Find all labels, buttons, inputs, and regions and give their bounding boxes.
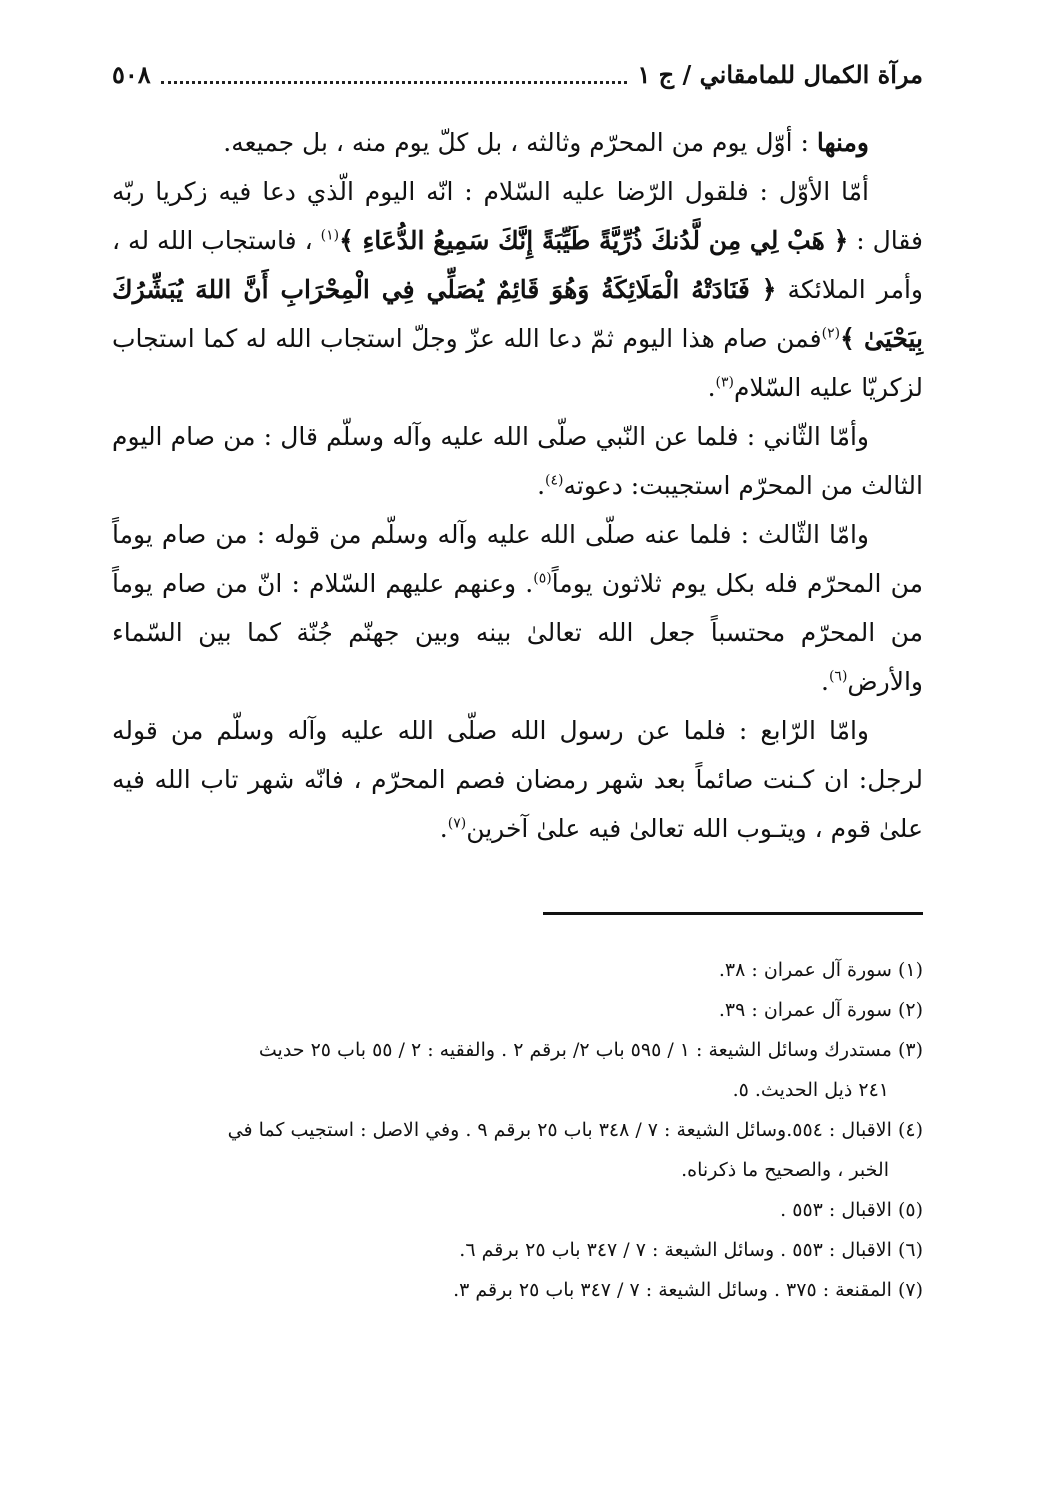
footnote-text: الاقبال : ٥٥٤.وسائل الشيعة : ٧ / ٣٤٨ باب ٢٥ برقم ٩ . وفي الاصل : استجيب كما في	[227, 1119, 892, 1141]
footnote-5	[112, 1190, 923, 1230]
footnote-1	[112, 950, 923, 990]
footnote-separator	[543, 912, 923, 915]
footnote-number: (٦)	[897, 1239, 923, 1261]
paragraph-text: وأمّا الثّاني : فلما عن النّبي صلّى الله عليه وآله وسلّم قال : من صام اليوم الثالث من المحرّم استجيبت: دعوته	[112, 422, 923, 500]
quran-verse: ﴿ فَنَادَتْهُ الْمَلَائِكَةُ وَهُوَ قَائِمٌ يُصَلِّي فِي الْمِحْرَابِ أَنَّ اللهَ يُبَشِّرُكَ بِيَحْيَىٰ ﴾	[112, 275, 924, 353]
paragraph-text: : أوّل يوم من المحرّم وثالثه ، بل كلّ يوم منه ، بل جميعه.	[223, 128, 817, 157]
paragraph-5	[112, 706, 923, 853]
footnote-number: (٢)	[897, 999, 923, 1021]
paragraph-2	[112, 167, 923, 412]
footnote-3	[112, 1030, 923, 1070]
paragraph-text: أمّا الأوّل : فلقول الرّضا عليه السّلام : انّه اليوم الّذي دعا فيه زكريا ربّه فقال :	[112, 177, 923, 255]
footnote-3-continued: ٢٤١ ذيل الحديث. ٥.	[732, 1079, 889, 1101]
footnote-text: سورة آل عمران : ٣٩.	[718, 999, 892, 1021]
paragraph-text: وامّا الثّالث : فلما عنه صلّى الله عليه وآله وسلّم من قوله : من صام يوماً من المحرّم فله بكل يوم ثلاثون يوماً	[112, 520, 923, 598]
footnote-ref: (٤)	[545, 472, 564, 489]
footnote-text: الاقبال : ٥٥٣ .	[780, 1199, 892, 1221]
footnote-text: سورة آل عمران : ٣٨.	[718, 959, 892, 981]
paragraph-3	[112, 412, 923, 510]
footnote-number: (٧)	[897, 1279, 923, 1301]
footnote-ref: (٢)	[821, 325, 841, 342]
footnote-6	[112, 1230, 923, 1270]
footnote-2	[112, 990, 923, 1030]
footnote-number: (٥)	[897, 1199, 923, 1221]
paragraph-text: فمن صام هذا اليوم ثمّ دعا الله عزّ وجلّ استجاب الله له كما استجاب لزكريّا عليه السّلام	[112, 324, 923, 402]
footnote-text: الاقبال : ٥٥٣ . وسائل الشيعة : ٧ / ٣٤٧ باب ٢٥ برقم ٦.	[459, 1239, 892, 1261]
footnote-4-continued: الخبر ، والصحيح ما ذكرناه.	[681, 1159, 889, 1181]
paragraph-lead: ومنها	[816, 128, 869, 157]
footnotes	[112, 950, 923, 1310]
footnote-ref: (٧)	[447, 815, 467, 832]
footnote-ref: (١)	[320, 227, 340, 244]
quran-verse: ﴿ هَبْ لِي مِن لَّدُنكَ ذُرِّيَّةً طَيِّبَةً إِنَّكَ سَمِيعُ الدُّعَاءِ ﴾	[339, 226, 849, 255]
paragraph-text: .	[537, 471, 546, 500]
footnote-ref: (٦)	[828, 668, 848, 685]
paragraph-text: ، فاستجاب الله له ، وأمر الملائكة	[112, 226, 923, 304]
header-leader-dots	[161, 81, 628, 84]
footnote-number: (٤)	[897, 1119, 923, 1141]
paragraph-text: .	[707, 373, 716, 402]
running-header	[112, 52, 923, 96]
paragraph-text: وامّا الرّابع : فلما عن رسول الله صلّى الله عليه وآله وسلّم من قوله لرجل: ان كـنت صائماً بعد شهر رمضان فصم المحرّم ، فانّه شهر تاب الله فيه علىٰ قوم ، ويتـوب الله تعالىٰ فيه علىٰ آخرين	[112, 716, 923, 843]
paragraph-text: .	[821, 667, 829, 696]
footnote-ref: (٥)	[533, 570, 552, 587]
page-number: ٥٠٨	[112, 59, 151, 89]
footnote-4	[112, 1110, 923, 1150]
footnote-text: المقنعة : ٣٧٥ . وسائل الشيعة : ٧ / ٣٤٧ باب ٢٥ برقم ٣.	[453, 1279, 892, 1301]
book-title: مرآة الكمال للمامقاني / ج ١	[637, 59, 923, 89]
main-text	[112, 118, 923, 853]
footnote-text: مستدرك وسائل الشيعة : ١ / ٥٩٥ باب ٢/ برقم ٢ . والفقيه : ٢ / ٥٥ باب ٢٥ حديث	[258, 1039, 892, 1061]
paragraph-text: . وعنهم عليهم السّلام : انّ من صام يوماً من المحرّم محتسباً جعل الله تعالىٰ بينه وبين جهنّم جُنّة كما بين السّماء والأرض	[112, 569, 923, 696]
footnote-number: (٣)	[897, 1039, 923, 1061]
paragraph-1	[112, 118, 923, 167]
footnote-7	[112, 1270, 923, 1310]
paragraph-text: .	[439, 814, 448, 843]
footnote-number: (١)	[897, 959, 923, 981]
footnote-ref: (٣)	[715, 374, 735, 391]
paragraph-4	[112, 510, 923, 706]
